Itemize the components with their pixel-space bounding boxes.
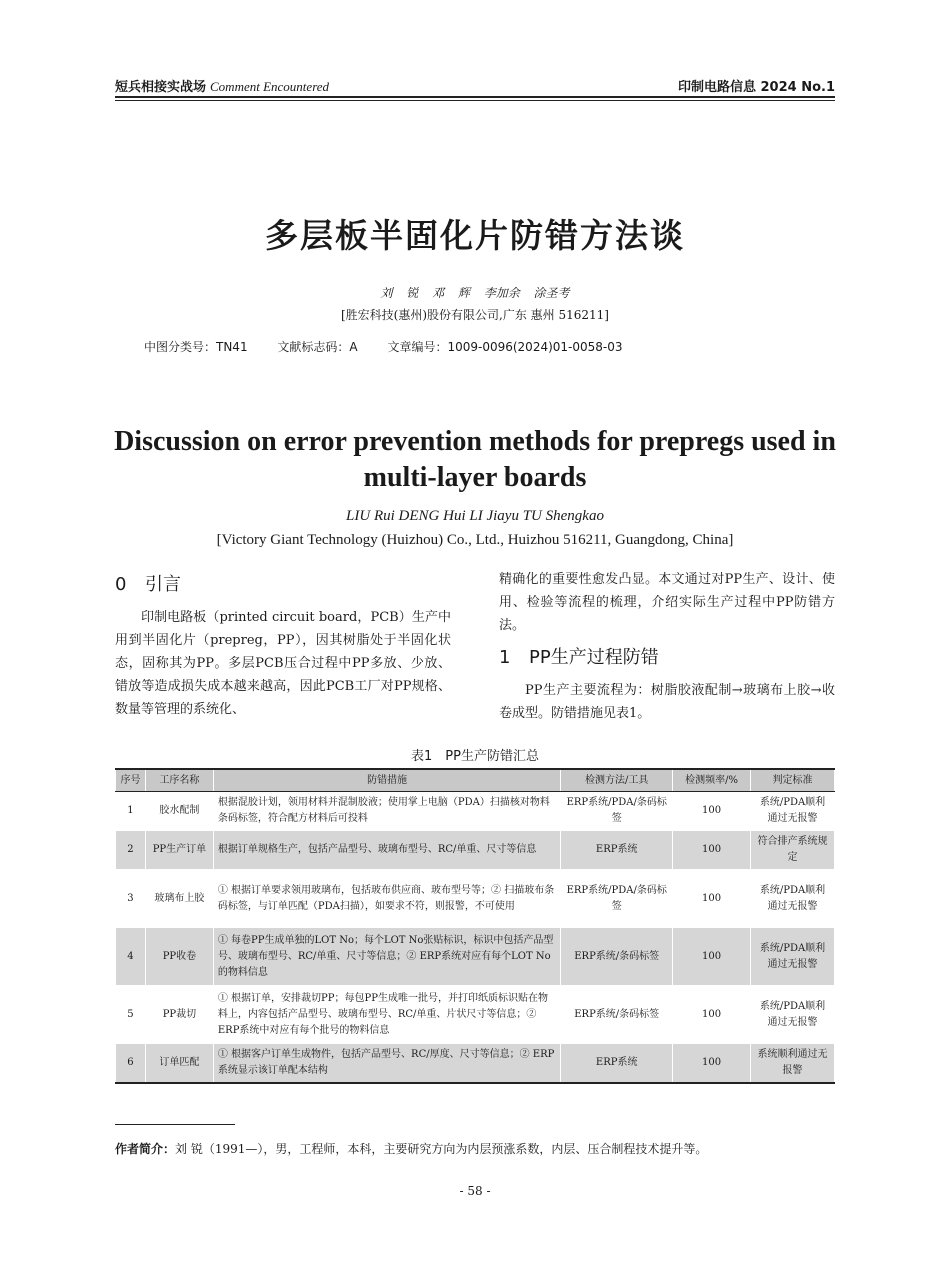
cell-method: ERP系统 — [561, 1044, 673, 1084]
cell-process: PP生产订单 — [145, 831, 213, 870]
cell-method: ERP系统/条码标签 — [561, 986, 673, 1044]
cell-method: ERP系统 — [561, 831, 673, 870]
col-header-frequency: 检测频率/% — [673, 769, 751, 792]
cell-frequency: 100 — [673, 928, 751, 986]
footnote-text: 刘 锐（1991—），男，工程师，本科，主要研究方向为内层预涨系数，内层、压合制程技术提升等。 — [175, 1142, 708, 1156]
author-footnote — [115, 1140, 707, 1157]
cell-standard: 系统/PDA顺利通过无报警 — [751, 870, 835, 928]
cell-process: 玻璃布上胶 — [145, 870, 213, 928]
cell-process: 订单匹配 — [145, 1044, 213, 1084]
table-row — [116, 1044, 835, 1084]
cell-frequency: 100 — [673, 1044, 751, 1084]
column-left — [115, 568, 451, 721]
section-0-heading — [115, 570, 451, 600]
cell-no: 3 — [116, 870, 146, 928]
col-header-standard: 判定标准 — [751, 769, 835, 792]
section-1-paragraph: PP生产主要流程为：树脂胶液配制→玻璃布上胶→收卷成型。防错措施见表1。 — [499, 683, 835, 721]
article-meta — [144, 338, 649, 355]
section-0-paragraph: 印制电路板（printed circuit board，PCB）生产中用到半固化片（prepreg，PP），因其树脂处于半固化状态，固称其为PP。多层PCB压合过程中PP多放、少放、错放等造成损失成本越来越高，因此PCB工厂对PP规格、数量等管理的系统化、 — [115, 610, 451, 717]
header-journal: 印制电路信息 2024 No.1 — [677, 80, 835, 95]
section-1-number: 1 — [499, 647, 511, 668]
cell-process: 胶水配制 — [145, 792, 213, 831]
col-header-method: 检测方法/工具 — [561, 769, 673, 792]
header-rule — [115, 96, 835, 98]
column-right — [499, 568, 835, 725]
table-row — [116, 792, 835, 831]
col-header-measure: 防错措施 — [213, 769, 560, 792]
section-1-title: PP生产过程防错 — [529, 647, 659, 668]
cell-standard: 系统/PDA顺利通过无报警 — [751, 986, 835, 1044]
table-header-row — [116, 769, 835, 792]
table-pp-error-prevention — [115, 768, 835, 1084]
table-row — [116, 870, 835, 928]
cell-frequency: 100 — [673, 831, 751, 870]
affiliation-en: [Victory Giant Technology (Huizhou) Co., Ltd., Huizhou 516211, Guangdong, China] — [216, 532, 734, 548]
cell-frequency: 100 — [673, 986, 751, 1044]
cell-method: ERP系统/PDA/条码标签 — [561, 792, 673, 831]
cell-standard: 系统顺利通过无报警 — [751, 1044, 835, 1084]
cell-measure: ① 根据客户订单生成物件，包括产品型号、RC/厚度、尺寸等信息；② ERP系统显示该订单配本结构 — [213, 1044, 560, 1084]
cell-process: PP裁切 — [145, 986, 213, 1044]
col-header-process: 工序名称 — [145, 769, 213, 792]
footnote-rule — [115, 1124, 235, 1125]
cell-frequency: 100 — [673, 870, 751, 928]
cell-measure: 根据混胶计划，领用材料并混制胶液；使用掌上电脑（PDA）扫描核对物料条码标签，符合配方材料后可投料 — [213, 792, 560, 831]
cell-no: 1 — [116, 792, 146, 831]
section-0-title: 引言 — [145, 574, 181, 595]
table-row — [116, 831, 835, 870]
cell-measure: ① 根据订单，安排裁切PP；每包PP生成唯一批号，并打印纸质标识贴在物料上，内容包括产品型号、玻璃布型号、RC/单重、片状尺寸等信息；② ERP系统中对应有每个批号的物料信息 — [213, 986, 560, 1044]
running-header — [115, 76, 835, 96]
clc-number: 中图分类号：TN41 — [144, 340, 248, 354]
col-header-no: 序号 — [116, 769, 146, 792]
cell-process: PP收卷 — [145, 928, 213, 986]
header-column-cn: 短兵相接实战场 — [115, 80, 207, 95]
authors-en: LIU Rui DENG Hui LI Jiayu TU Shengkao — [346, 508, 604, 524]
cell-method: ERP系统/条码标签 — [561, 928, 673, 986]
cell-standard: 符合排产系统规定 — [751, 831, 835, 870]
footnote-label: 作者简介： — [115, 1142, 176, 1156]
table-row — [116, 928, 835, 986]
cell-measure: ① 每卷PP生成单独的LOT No；每个LOT No张贴标识，标识中包括产品型号、玻璃布型号、RC/单重、尺寸等信息；② ERP系统对应有每个LOT No的物料信息 — [213, 928, 560, 986]
article-number: 文章编号：1009-0096(2024)01-0058-03 — [387, 340, 623, 354]
section-0-number: 0 — [115, 574, 127, 595]
header-column-name — [115, 76, 329, 95]
header-rule-thin — [115, 100, 835, 101]
document-code: 文献标志码：A — [277, 340, 358, 354]
authors-cn: 刘 锐 邓 辉 李加余 涂圣考 — [380, 286, 570, 300]
cell-measure: 根据订单规格生产，包括产品型号、玻璃布型号、RC/单重、尺寸等信息 — [213, 831, 560, 870]
page-number: - 58 - — [459, 1184, 491, 1198]
cell-no: 5 — [116, 986, 146, 1044]
table-caption: 表1 PP生产防错汇总 — [411, 749, 539, 764]
title-cn: 多层板半固化片防错方法谈 — [265, 216, 685, 255]
section-1-heading — [499, 643, 835, 673]
header-column-en: Comment Encountered — [210, 79, 330, 94]
cell-no: 6 — [116, 1044, 146, 1084]
cell-frequency: 100 — [673, 792, 751, 831]
affiliation-cn: [胜宏科技(惠州)股份有限公司,广东 惠州 516211] — [341, 308, 609, 322]
cell-standard: 系统/PDA顺利通过无报警 — [751, 792, 835, 831]
cell-no: 2 — [116, 831, 146, 870]
section-0-paragraph-cont: 精确化的重要性愈发凸显。本文通过对PP生产、设计、使用、检验等流程的梳理，介绍实际生产过程中PP防错方法。 — [499, 572, 835, 633]
cell-standard: 系统/PDA顺利通过无报警 — [751, 928, 835, 986]
table-row — [116, 986, 835, 1044]
title-en: Discussion on error prevention methods for prepregs used in multi-layer boards — [114, 426, 836, 493]
cell-method: ERP系统/PDA/条码标签 — [561, 870, 673, 928]
cell-measure: ① 根据订单要求领用玻璃布，包括玻布供应商、玻布型号等；② 扫描玻布条码标签，与订单匹配（PDA扫描），如要求不符，则报警，不可使用 — [213, 870, 560, 928]
cell-no: 4 — [116, 928, 146, 986]
